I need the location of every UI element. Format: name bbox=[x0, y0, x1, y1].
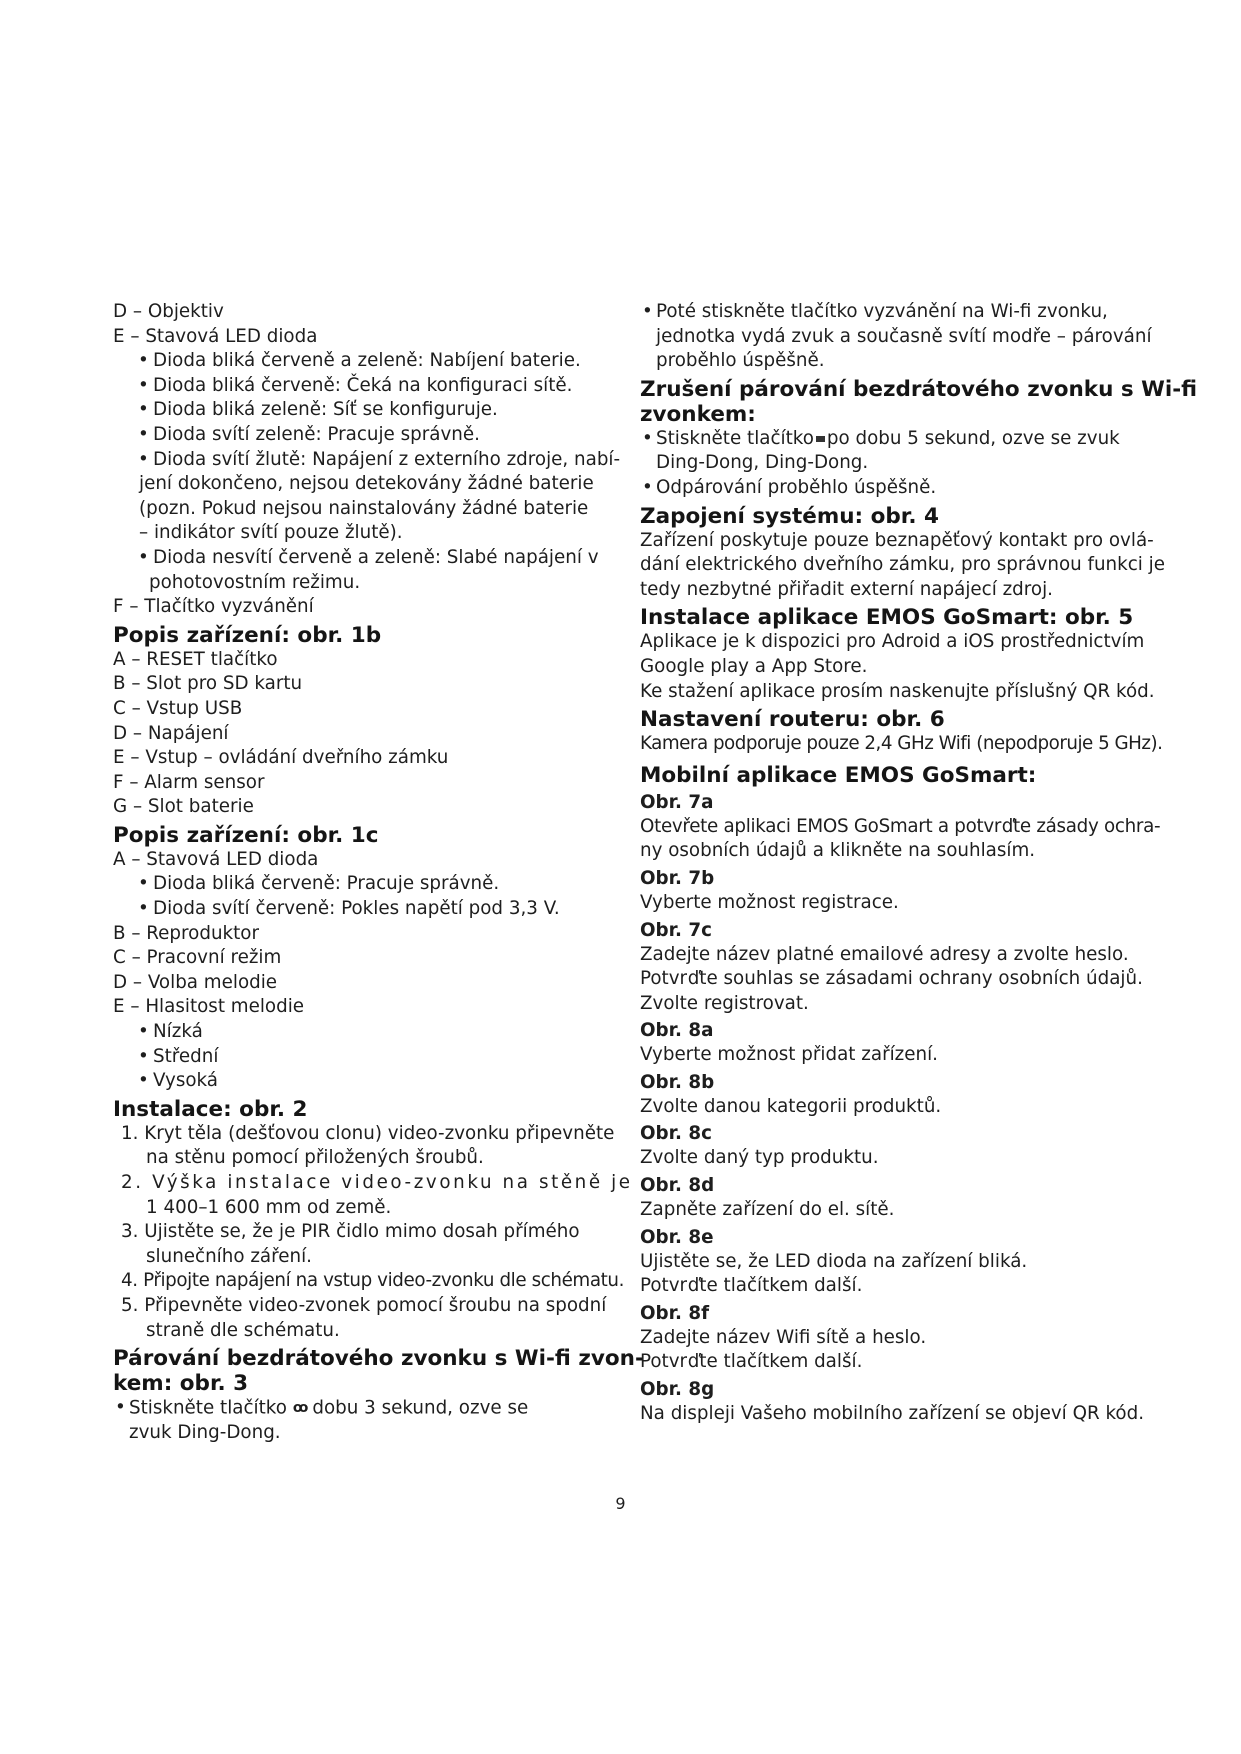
paragraph-line: Zařízení poskytuje pouze beznapěťový kontakt pro ovlá- bbox=[640, 529, 1154, 551]
line: – indikátor svítí pouze žlutě). bbox=[139, 522, 403, 544]
line: • Dioda nesvítí červeně a zeleně: Slabé napájení v bbox=[153, 546, 599, 568]
step-text: Zadejte název Wifi sítě a heslo. bbox=[640, 1326, 927, 1348]
unpair-text: po dobu 5 sekund, ozve se zvuk bbox=[826, 427, 1120, 449]
heading-line: Zrušení párování bezdrátového zvonku s Wi-fi bbox=[640, 376, 1198, 402]
unpair-bullet: • Odpárování proběhlo úspěšně. bbox=[640, 476, 1130, 501]
step-label: Obr. 8g bbox=[640, 1379, 715, 1401]
list-item: B – Slot pro SD kartu bbox=[113, 673, 303, 695]
pair-text: zvuk Ding-Dong. bbox=[129, 1422, 281, 1444]
led-bullet: • Dioda bliká červeně: Čeká na konfiguraci sítě. bbox=[113, 374, 603, 399]
led-bullet: • Dioda bliká červeně a zeleně: Nabíjení baterie. bbox=[113, 349, 603, 374]
pair-bullet bbox=[113, 1396, 603, 1445]
heading-router: Nastavení routeru: obr. 6 bbox=[640, 707, 945, 733]
line: jení dokončeno, nejsou detekovány žádné baterie bbox=[139, 473, 594, 495]
page-number: 9 bbox=[615, 1494, 626, 1513]
step-text: Potvrďte tlačítkem další. bbox=[640, 1351, 863, 1373]
step-label: Obr. 8b bbox=[640, 1071, 715, 1093]
heading-mobile-app: Mobilní aplikace EMOS GoSmart: bbox=[640, 762, 1037, 788]
step-number: 1. bbox=[121, 1122, 139, 1144]
heading-pairing bbox=[113, 1346, 644, 1397]
volume-bullet: • Nízká bbox=[113, 1020, 603, 1045]
led-bullet: • Dioda svítí zeleně: Pracuje správně. bbox=[113, 423, 603, 448]
heading-line: Párování bezdrátového zvonku s Wi-fi zvon- bbox=[113, 1346, 644, 1372]
list-item: F – Alarm sensor bbox=[113, 771, 265, 793]
list-item: A – Stavová LED dioda bbox=[113, 848, 319, 870]
list-item: A – RESET tlačítko bbox=[113, 648, 278, 670]
button-icon bbox=[816, 436, 825, 442]
led-bullet: • Dioda svítí červeně: Pokles napětí pod 3,3 V. bbox=[113, 897, 603, 922]
line: pohotovostním režimu. bbox=[149, 571, 361, 593]
step-text: Zapněte zařízení do el. sítě. bbox=[640, 1199, 895, 1221]
heading-install: Instalace: obr. 2 bbox=[113, 1096, 308, 1122]
step-text: na stěnu pomocí přiložených šroubů. bbox=[146, 1147, 484, 1169]
led-bullet-off bbox=[113, 546, 603, 595]
line: • Poté stiskněte tlačítko vyzvánění na Wi-fi zvonku, bbox=[656, 301, 1108, 322]
paragraph-line: Google play a App Store. bbox=[640, 655, 868, 677]
step-text: Potvrďte souhlas se zásadami ochrany osobních údajů. bbox=[640, 968, 1143, 990]
step-text: Připojte napájení na vstup video-zvonku dle schématu. bbox=[143, 1270, 624, 1292]
volume-bullet: • Vysoká bbox=[113, 1069, 603, 1094]
line: proběhlo úspěšně. bbox=[656, 350, 825, 372]
step-number: 4. bbox=[121, 1270, 138, 1292]
install-step bbox=[113, 1171, 633, 1220]
heading-line: kem: obr. 3 bbox=[113, 1371, 249, 1397]
step-text: Zvolte daný typ produktu. bbox=[640, 1147, 879, 1169]
step-text: Vyberte možnost přidat zařízení. bbox=[640, 1044, 938, 1066]
item-f-bell: F – Tlačítko vyzvánění bbox=[113, 596, 314, 618]
line: jednotka vydá zvuk a současně svítí modře – párování bbox=[656, 325, 1152, 347]
unpair-text: Ding-Dong, Ding-Dong. bbox=[656, 452, 869, 474]
step-text: Výška instalace video-zvonku na stěně je bbox=[152, 1172, 633, 1193]
paragraph-line: Aplikace je k dispozici pro Adroid a iOS prostřednictvím bbox=[640, 631, 1145, 653]
list-item: D – Volba melodie bbox=[113, 971, 278, 993]
line: (pozn. Pokud nejsou nainstalovány žádné baterie bbox=[139, 497, 589, 519]
item-d-objektiv: D – Objektiv bbox=[113, 301, 224, 322]
pair-bullet-2 bbox=[640, 300, 1152, 374]
list-item: E – Hlasitost melodie bbox=[113, 996, 305, 1018]
step-label: Obr. 8c bbox=[640, 1123, 712, 1145]
step-number: 5. bbox=[121, 1294, 139, 1316]
heading-unpair bbox=[640, 376, 1198, 427]
step-text: Ujistěte se, že LED dioda na zařízení bliká. bbox=[640, 1250, 1028, 1272]
led-bullet: • Dioda bliká zeleně: Síť se konfiguruje. bbox=[113, 398, 603, 423]
unpair-text: Stiskněte tlačítko bbox=[656, 427, 814, 449]
step-text: Připevněte video-zvonek pomocí šroubu na spodní bbox=[144, 1294, 607, 1316]
list-item: C – Pracovní režim bbox=[113, 947, 282, 969]
install-step bbox=[113, 1220, 603, 1269]
bell-button-icon: ꝏ bbox=[292, 1400, 307, 1417]
step-text: Na displeji Vašeho mobilního zařízení se objeví QR kód. bbox=[640, 1403, 1145, 1425]
paragraph-line: tedy nezbytné přiřadit externí napájecí zdroj. bbox=[640, 578, 1053, 600]
heading-line: zvonkem: bbox=[640, 401, 756, 427]
led-bullet: • Dioda bliká červeně: Pracuje správně. bbox=[113, 872, 603, 897]
step-label: Obr. 7c bbox=[640, 919, 712, 941]
heading-app: Instalace aplikace EMOS GoSmart: obr. 5 bbox=[640, 605, 1134, 631]
step-text: Otevřete aplikaci EMOS GoSmart a potvrďte zásady ochra- bbox=[640, 815, 1161, 837]
heading-1c: Popis zařízení: obr. 1c bbox=[113, 822, 379, 848]
line: • Dioda svítí žlutě: Napájení z externího zdroje, nabí- bbox=[153, 448, 621, 470]
install-step bbox=[113, 1269, 624, 1294]
step-text: ny osobních údajů a klikněte na souhlasím. bbox=[640, 840, 1036, 862]
heading-1b: Popis zařízení: obr. 1b bbox=[113, 622, 382, 648]
step-label: Obr. 8f bbox=[640, 1302, 710, 1324]
list-item: G – Slot baterie bbox=[113, 796, 254, 818]
install-step bbox=[113, 1294, 607, 1343]
step-text: Potvrďte tlačítkem další. bbox=[640, 1275, 863, 1297]
step-text: straně dle schématu. bbox=[146, 1319, 340, 1341]
pair-text: dobu 3 sekund, ozve se bbox=[312, 1397, 529, 1419]
step-text: Zvolte danou kategorii produktů. bbox=[640, 1095, 942, 1117]
paragraph-line: Kamera podporuje pouze 2,4 GHz Wifi (nepodporuje 5 GHz). bbox=[640, 733, 1163, 755]
step-label: Obr. 7b bbox=[640, 867, 715, 889]
heading-system: Zapojení systému: obr. 4 bbox=[640, 503, 939, 529]
step-text: Kryt těla (dešťovou clonu) video-zvonku připevněte bbox=[144, 1122, 615, 1144]
step-text: Vyberte možnost registrace. bbox=[640, 891, 899, 913]
list-item: D – Napájení bbox=[113, 722, 229, 744]
item-e-led: E – Stavová LED dioda bbox=[113, 325, 318, 347]
right-column bbox=[640, 300, 1198, 1427]
step-label: Obr. 8d bbox=[640, 1175, 715, 1197]
left-column bbox=[113, 300, 644, 1446]
unpair-bullet bbox=[640, 427, 1130, 476]
list-item: B – Reproduktor bbox=[113, 922, 259, 944]
step-text: Zvolte registrovat. bbox=[640, 992, 809, 1014]
install-step bbox=[113, 1122, 615, 1171]
step-text: 1 400–1 600 mm od země. bbox=[146, 1196, 392, 1218]
step-text: Zadejte název platné emailové adresy a zvolte heslo. bbox=[640, 943, 1129, 965]
step-text: Ujistěte se, že je PIR čidlo mimo dosah přímého bbox=[144, 1221, 580, 1243]
step-label: Obr. 7a bbox=[640, 791, 714, 813]
paragraph-line: Ke stažení aplikace prosím naskenujte příslušný QR kód. bbox=[640, 680, 1155, 702]
step-text: slunečního záření. bbox=[146, 1245, 312, 1267]
led-bullet-yellow bbox=[113, 448, 621, 546]
pair-text: Stiskněte tlačítko bbox=[129, 1397, 287, 1419]
step-label: Obr. 8e bbox=[640, 1226, 714, 1248]
step-label: Obr. 8a bbox=[640, 1020, 714, 1042]
paragraph-line: dání elektrického dveřního zámku, pro správnou funkci je bbox=[640, 554, 1165, 576]
step-number: 3. bbox=[121, 1221, 139, 1243]
step-number: 2. bbox=[121, 1172, 144, 1193]
volume-bullet: • Střední bbox=[113, 1045, 603, 1070]
list-item: C – Vstup USB bbox=[113, 697, 243, 719]
list-item: E – Vstup – ovládání dveřního zámku bbox=[113, 747, 449, 769]
